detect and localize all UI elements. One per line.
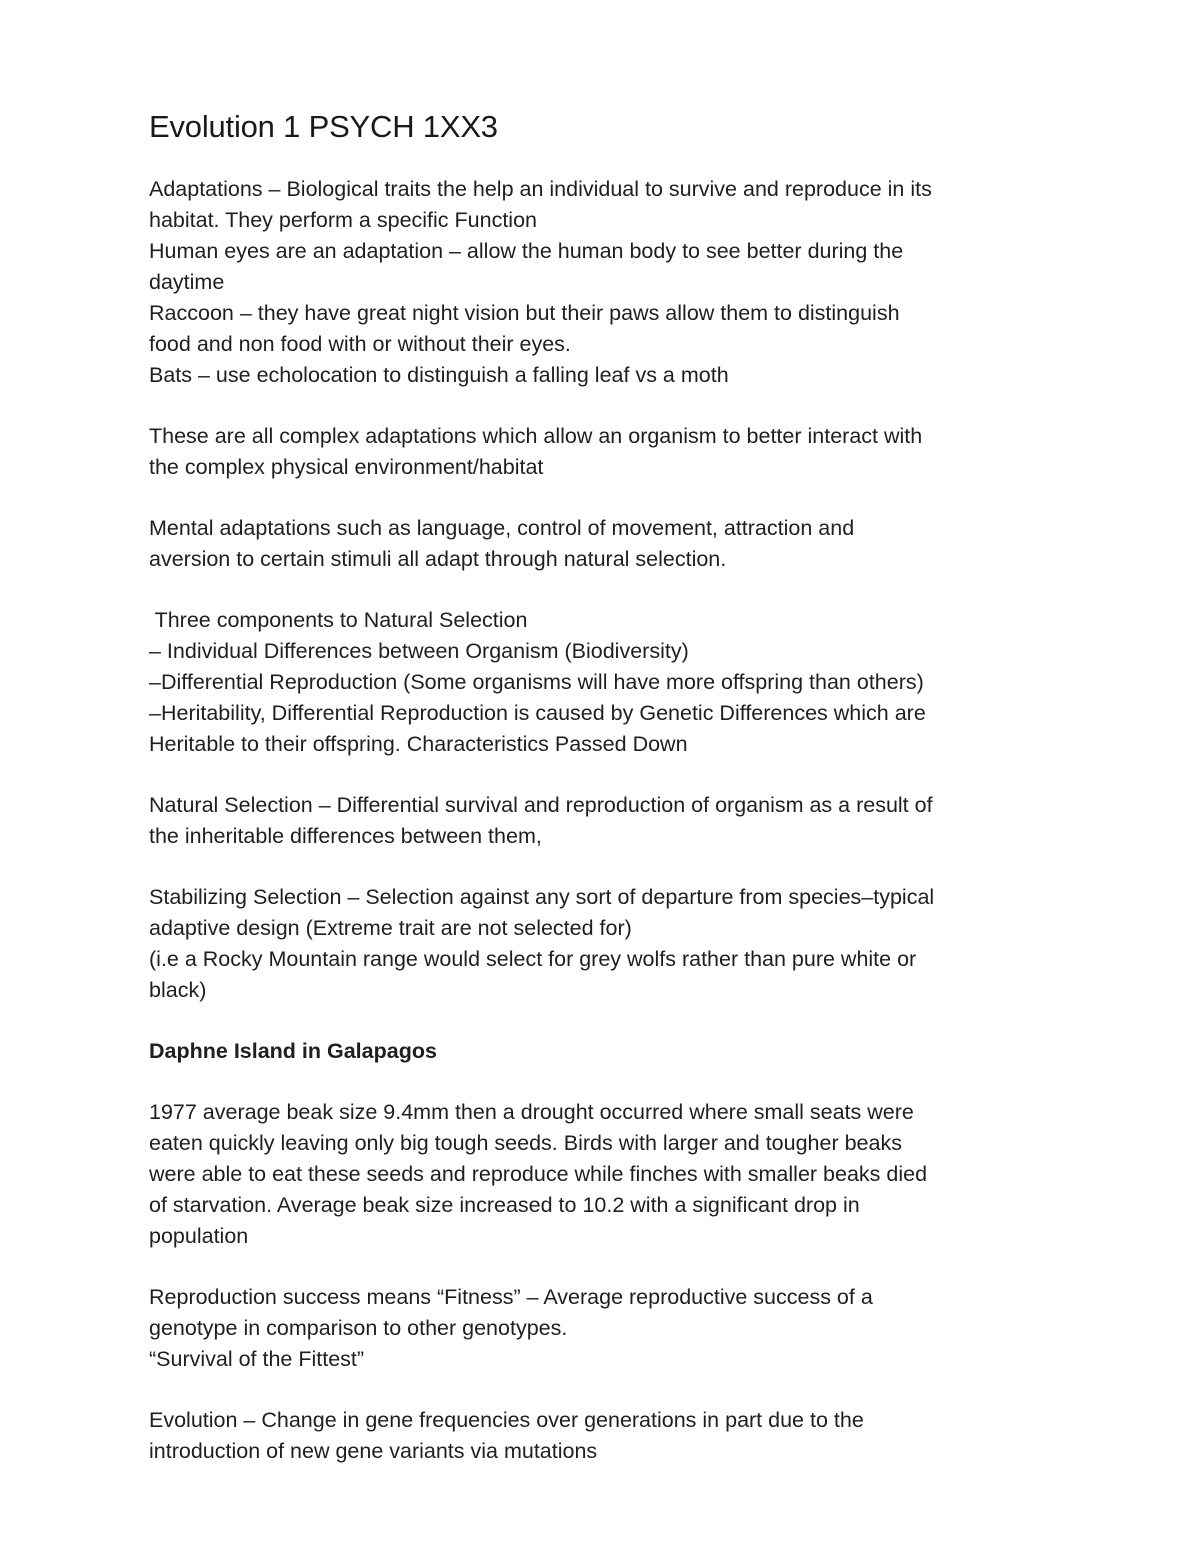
text-line: were able to eat these seeds and reproduce while finches with smaller beaks died <box>149 1162 928 1186</box>
text-line: Mental adaptations such as language, control of movement, attraction and <box>149 516 855 540</box>
text-line: Three components to Natural Selection <box>149 608 528 632</box>
text-line: introduction of new gene variants via mutations <box>149 1439 598 1463</box>
text-line: – Individual Differences between Organism (Biodiversity) <box>149 639 689 663</box>
text-line: Stabilizing Selection – Selection against any sort of departure from species–typical <box>149 885 935 909</box>
text-line: food and non food with or without their eyes. <box>149 332 571 356</box>
text-line: These are all complex adaptations which allow an organism to better interact with <box>149 424 923 448</box>
text-line: “Survival of the Fittest” <box>149 1347 365 1371</box>
text-line: 1977 average beak size 9.4mm then a drought occurred where small seats were <box>149 1100 914 1124</box>
text-line: Bats – use echolocation to distinguish a falling leaf vs a moth <box>149 363 729 387</box>
natural-selection-paragraph <box>149 790 1069 852</box>
text-line: –Differential Reproduction (Some organisms will have more offspring than others) <box>149 670 924 694</box>
daphne-heading <box>149 1036 1069 1067</box>
text-line: eaten quickly leaving only big tough seeds. Birds with larger and tougher beaks <box>149 1131 902 1155</box>
text-line: adaptive design (Extreme trait are not selected for) <box>149 916 632 940</box>
fitness-paragraph <box>149 1282 1069 1375</box>
daphne-paragraph <box>149 1097 1069 1252</box>
mental-paragraph <box>149 513 1069 575</box>
text-line: (i.e a Rocky Mountain range would select for grey wolfs rather than pure white or <box>149 947 917 971</box>
text-line: of starvation. Average beak size increased to 10.2 with a significant drop in <box>149 1193 860 1217</box>
text-line: the inheritable differences between them, <box>149 824 542 848</box>
adaptations-paragraph <box>149 174 1069 391</box>
text-line: Natural Selection – Differential survival and reproduction of organism as a result of <box>149 793 933 817</box>
text-line: –Heritability, Differential Reproduction is caused by Genetic Differences which are <box>149 701 926 725</box>
text-line: daytime <box>149 270 225 294</box>
text-line: habitat. They perform a specific Function <box>149 208 537 232</box>
text-line: population <box>149 1224 249 1248</box>
document-page <box>149 108 1069 1467</box>
components-paragraph <box>149 605 1069 760</box>
complex-paragraph <box>149 421 1069 483</box>
text-line: Evolution – Change in gene frequencies over generations in part due to the <box>149 1408 864 1432</box>
text-line: Reproduction success means “Fitness” – Average reproductive success of a <box>149 1285 873 1309</box>
text-line: aversion to certain stimuli all adapt through natural selection. <box>149 547 727 571</box>
text-line: Human eyes are an adaptation – allow the human body to see better during the <box>149 239 904 263</box>
text-line: black) <box>149 978 207 1002</box>
section-heading: Daphne Island in Galapagos <box>149 1039 437 1063</box>
evolution-paragraph <box>149 1405 1069 1467</box>
text-line: Heritable to their offspring. Characteristics Passed Down <box>149 732 688 756</box>
stabilizing-paragraph <box>149 882 1069 1006</box>
text-line: genotype in comparison to other genotypes. <box>149 1316 568 1340</box>
text-line: Adaptations – Biological traits the help an individual to survive and reproduce in its <box>149 177 932 201</box>
text-line: Raccoon – they have great night vision but their paws allow them to distinguish <box>149 301 900 325</box>
text-line: the complex physical environment/habitat <box>149 455 544 479</box>
page-title: Evolution 1 PSYCH 1XX3 <box>149 109 498 144</box>
